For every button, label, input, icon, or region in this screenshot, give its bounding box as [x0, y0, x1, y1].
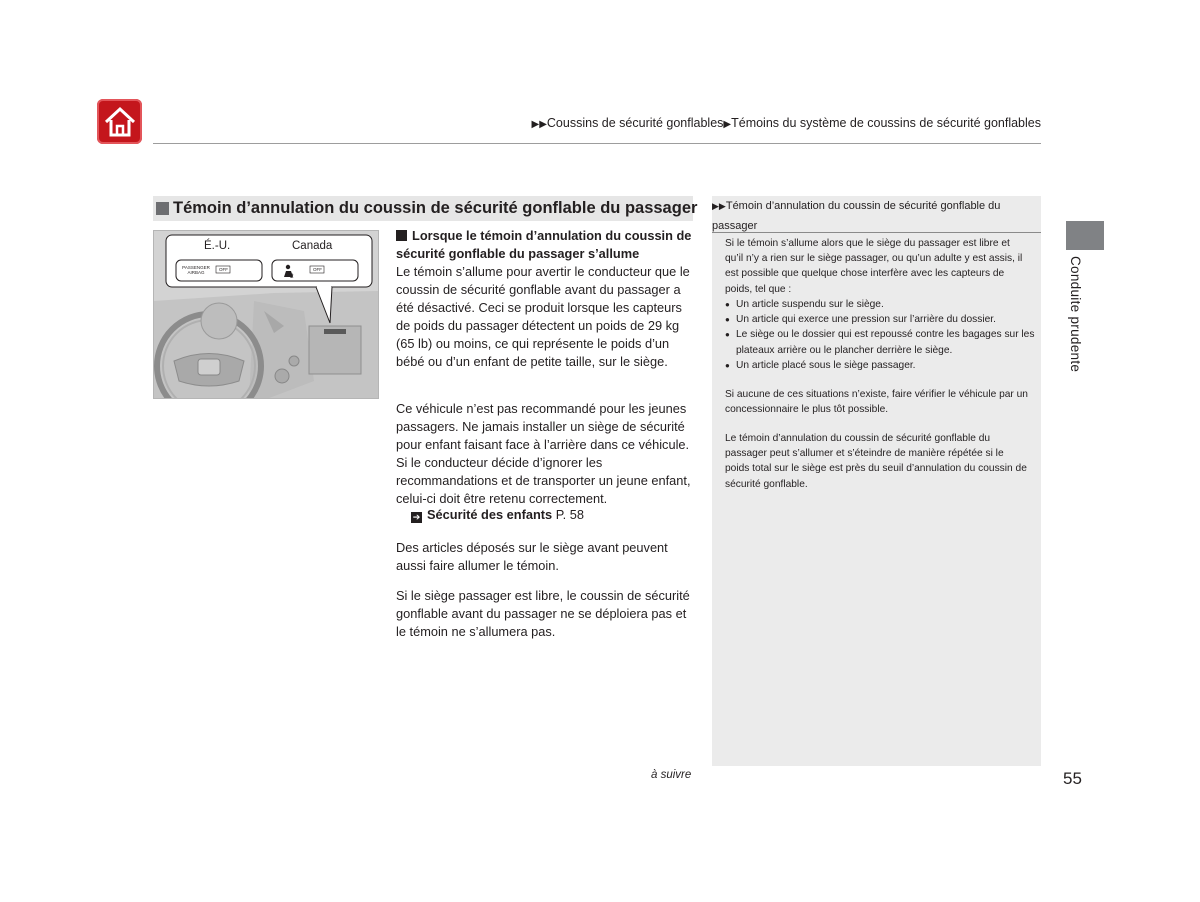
dashboard-illustration — [153, 230, 379, 399]
sidebar-paragraph-1: Si le témoin s’allume alors que le siège du passager est libre et qu’il n’y a rien sur le siège passager, ou qu’un adulte y est assis, il est possible que quelque chose interfère avec les capteurs de poids, tel que : — [725, 238, 1023, 295]
off-indicator-canada: OFF — [313, 267, 322, 272]
label-us: É.-U. — [204, 240, 231, 252]
paragraph-items: Des articles déposés sur le siège avant peuvent aussi faire allumer le témoin. — [396, 540, 668, 573]
paragraph-recommendation: Ce véhicule n’est pas recommandé pour les jeunes passagers. Ne jamais installer un siège de sécurité pour enfant faisant face à l’arrière dans ce véhicule. Si le conducteur décide d’ignorer les recommandations et de transporter un jeune enfant, celui-ci doit être retenu correctement. — [396, 401, 691, 506]
svg-text:2: 2 — [290, 273, 294, 280]
breadcrumb-link-airbags[interactable]: Coussins de sécurité gonflables — [546, 116, 724, 130]
sidebar-divider — [712, 232, 1041, 233]
list-item: ● Un article placé sous le siège passager. — [725, 358, 1035, 373]
section-title: Témoin d’annulation du coussin de sécurité gonflable du passager — [173, 199, 698, 217]
double-arrow-icon: ▶▶ — [531, 119, 547, 130]
list-item: ● Un article suspendu sur le siège. — [725, 297, 1035, 312]
sub-heading: Lorsque le témoin d’annulation du coussin de sécurité gonflable du passager s’allume — [396, 228, 692, 261]
breadcrumb — [532, 116, 1041, 130]
list-item: ● Un article qui exerce une pression sur l’arrière du dossier. — [725, 312, 1035, 327]
paragraph-empty-seat: Si le siège passager est libre, le coussin de sécurité gonflable avant du passager ne se déploiera pas et le témoin ne s’allumera pas. — [396, 588, 690, 639]
passenger-airbag-text: PASSENGER AIRBAG — [182, 265, 210, 275]
sidebar-title: ▶▶Témoin d’annulation du coussin de sécurité gonflable du passager — [712, 200, 1001, 232]
cross-reference-link[interactable] — [411, 507, 584, 523]
sidebar-paragraph-3: Le témoin d’annulation du coussin de sécurité gonflable du passager peut s’allumer et s’éteindre de manière répétée si le poids total sur le siège est près du seuil d’annulation du coussin de sécurité gonflable. — [725, 433, 1027, 490]
header-divider — [153, 143, 1041, 144]
list-item: ● Le siège ou le dossier qui est repoussé contre les bagages sur les plateaux arrière ou le plancher derrière le siège. — [725, 327, 1035, 357]
continued-note: à suivre — [651, 769, 692, 781]
section-marker-icon — [156, 202, 169, 215]
chapter-tab-marker[interactable] — [1066, 221, 1104, 250]
sub-heading-marker-icon — [396, 230, 407, 241]
double-arrow-icon: ▶▶ — [712, 201, 726, 211]
off-indicator-us: OFF — [219, 267, 228, 272]
home-button[interactable] — [97, 99, 142, 144]
breadcrumb-link-indicators[interactable]: Témoins du système de coussins de sécurité gonflables — [731, 116, 1041, 130]
chapter-tab-label[interactable]: Conduite prudente — [1068, 256, 1083, 373]
reference-page: P. 58 — [555, 507, 584, 522]
page-number: 55 — [1063, 769, 1082, 788]
paragraph-warning: Le témoin s’allume pour avertir le conducteur que le coussin de sécurité gonflable avant du passager a été désactivé. Ceci se produit lorsque les capteurs de poids du passager détectent un poids de 29 kg (65 lb) ou moins, ce qui représente le poids d’un bébé ou d’un enfant de petite taille, sur le siège. — [396, 264, 690, 369]
home-icon — [103, 106, 137, 138]
arrow-icon: ▶ — [723, 119, 732, 130]
reference-arrow-icon: ➔ — [412, 512, 421, 522]
sidebar-bullet-list — [725, 297, 1035, 373]
reference-label: Sécurité des enfants — [427, 507, 553, 522]
sidebar-paragraph-2: Si aucune de ces situations n’existe, faire vérifier le véhicule par un concessionnaire le plus tôt possible. — [725, 389, 1028, 416]
label-canada: Canada — [292, 240, 333, 252]
